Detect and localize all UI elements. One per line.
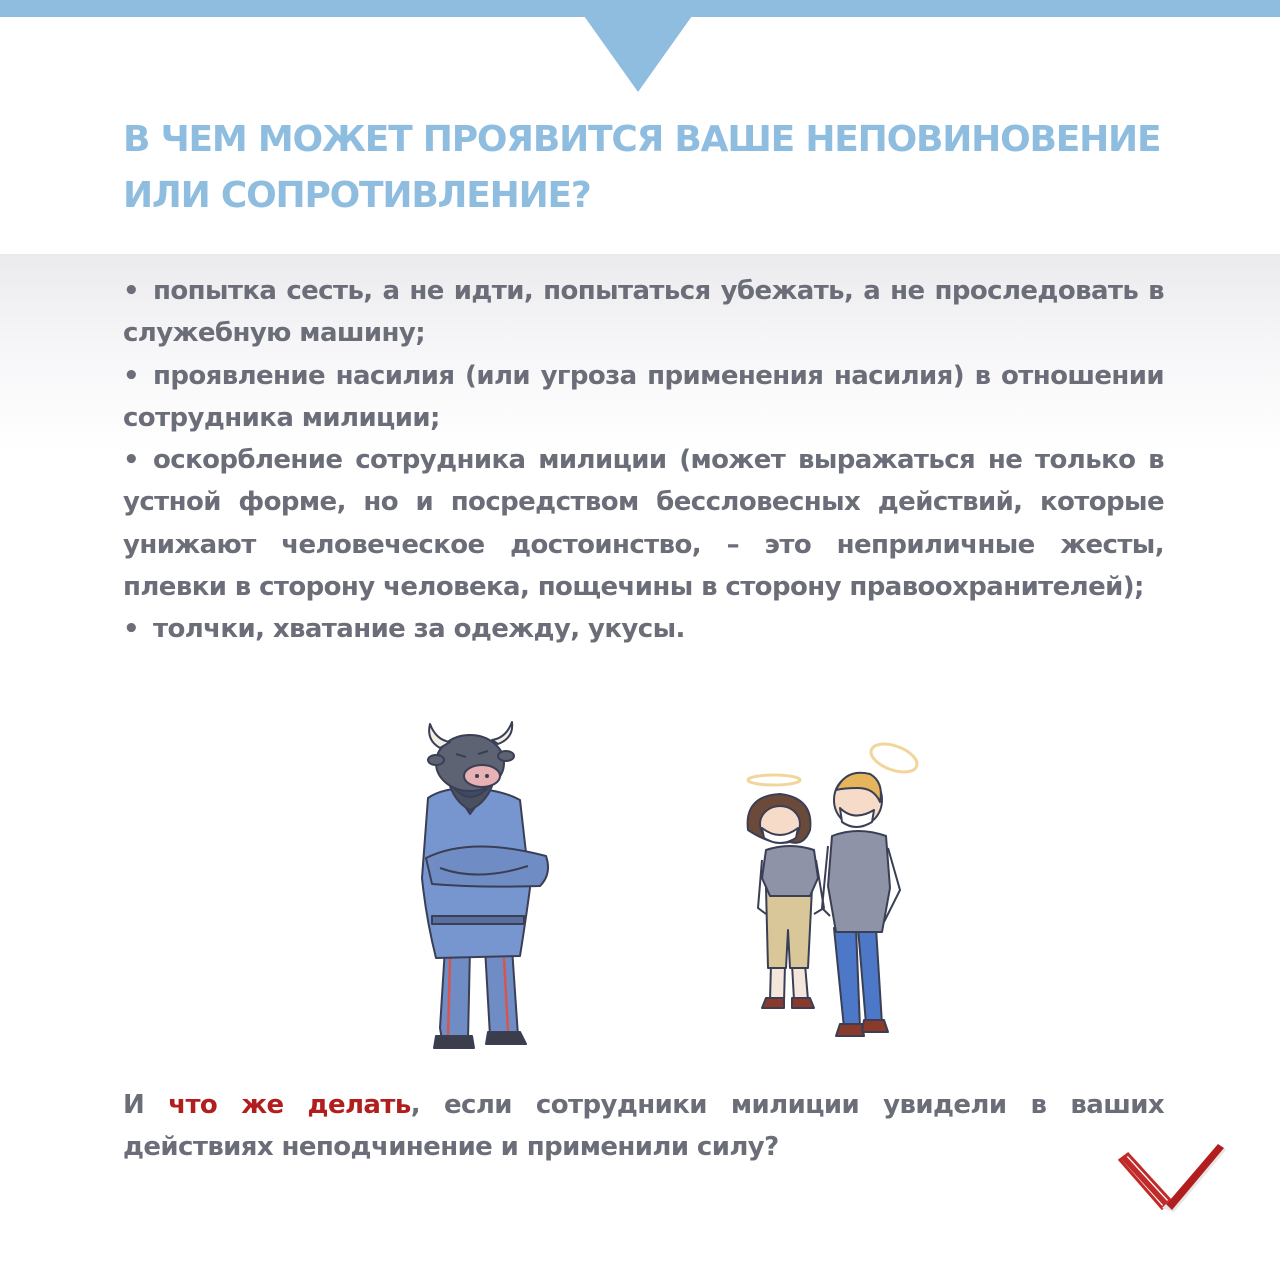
bullet-marker: • xyxy=(123,445,140,476)
check-mark-icon xyxy=(1118,1140,1230,1220)
title-line-1: В ЧЕМ МОЖЕТ ПРОЯВИТСЯ ВАШЕ НЕПОВИНОВЕНИЕ xyxy=(123,119,1161,160)
bullet-marker: • xyxy=(123,614,140,645)
woman-figure xyxy=(748,775,824,1008)
question-suffix: , если сотрудники милиции увидели в ваших действиях неподчинение и применили силу? xyxy=(123,1090,1164,1162)
top-bar xyxy=(0,0,1280,17)
bullet-text: попытка сесть, а не идти, попытаться убежать, а не проследовать в служебную машину; xyxy=(123,276,1164,349)
bullet-text: толчки, хватание за одежду, укусы. xyxy=(153,614,685,645)
question-accent: что же делать xyxy=(168,1090,411,1120)
man-figure xyxy=(822,739,921,1036)
question-prefix: И xyxy=(123,1090,169,1120)
bullet-item xyxy=(123,439,1164,608)
bullet-marker: • xyxy=(123,360,140,391)
bullet-marker: • xyxy=(123,276,140,306)
illustration xyxy=(370,718,930,1068)
bullet-list xyxy=(123,270,1164,651)
bullet-item xyxy=(123,270,1164,355)
bullet-item xyxy=(123,355,1164,440)
check-mark-short-stroke xyxy=(1122,1156,1168,1206)
bullet-text: проявление насилия (или угроза применения насилия) в отношении сотрудника милиции; xyxy=(123,360,1164,433)
check-mark-long-stroke xyxy=(1166,1144,1224,1210)
bullet-text: оскорбление сотрудника милиции (может выражаться не только в устной форме, но и посредством бессловесных действий, которые унижают человеческое достоинство, – это неприличные жесты, плевки в сторону человека, пощечины в сторону правоохранителей); xyxy=(123,445,1164,603)
title-line-2: ИЛИ СОПРОТИВЛЕНИЕ? xyxy=(123,175,591,216)
closing-question xyxy=(123,1084,1164,1168)
top-notch-triangle xyxy=(584,16,692,92)
page-title xyxy=(123,112,1183,224)
bullet-item xyxy=(123,608,1164,650)
bull-police-officer-figure xyxy=(422,722,548,1048)
